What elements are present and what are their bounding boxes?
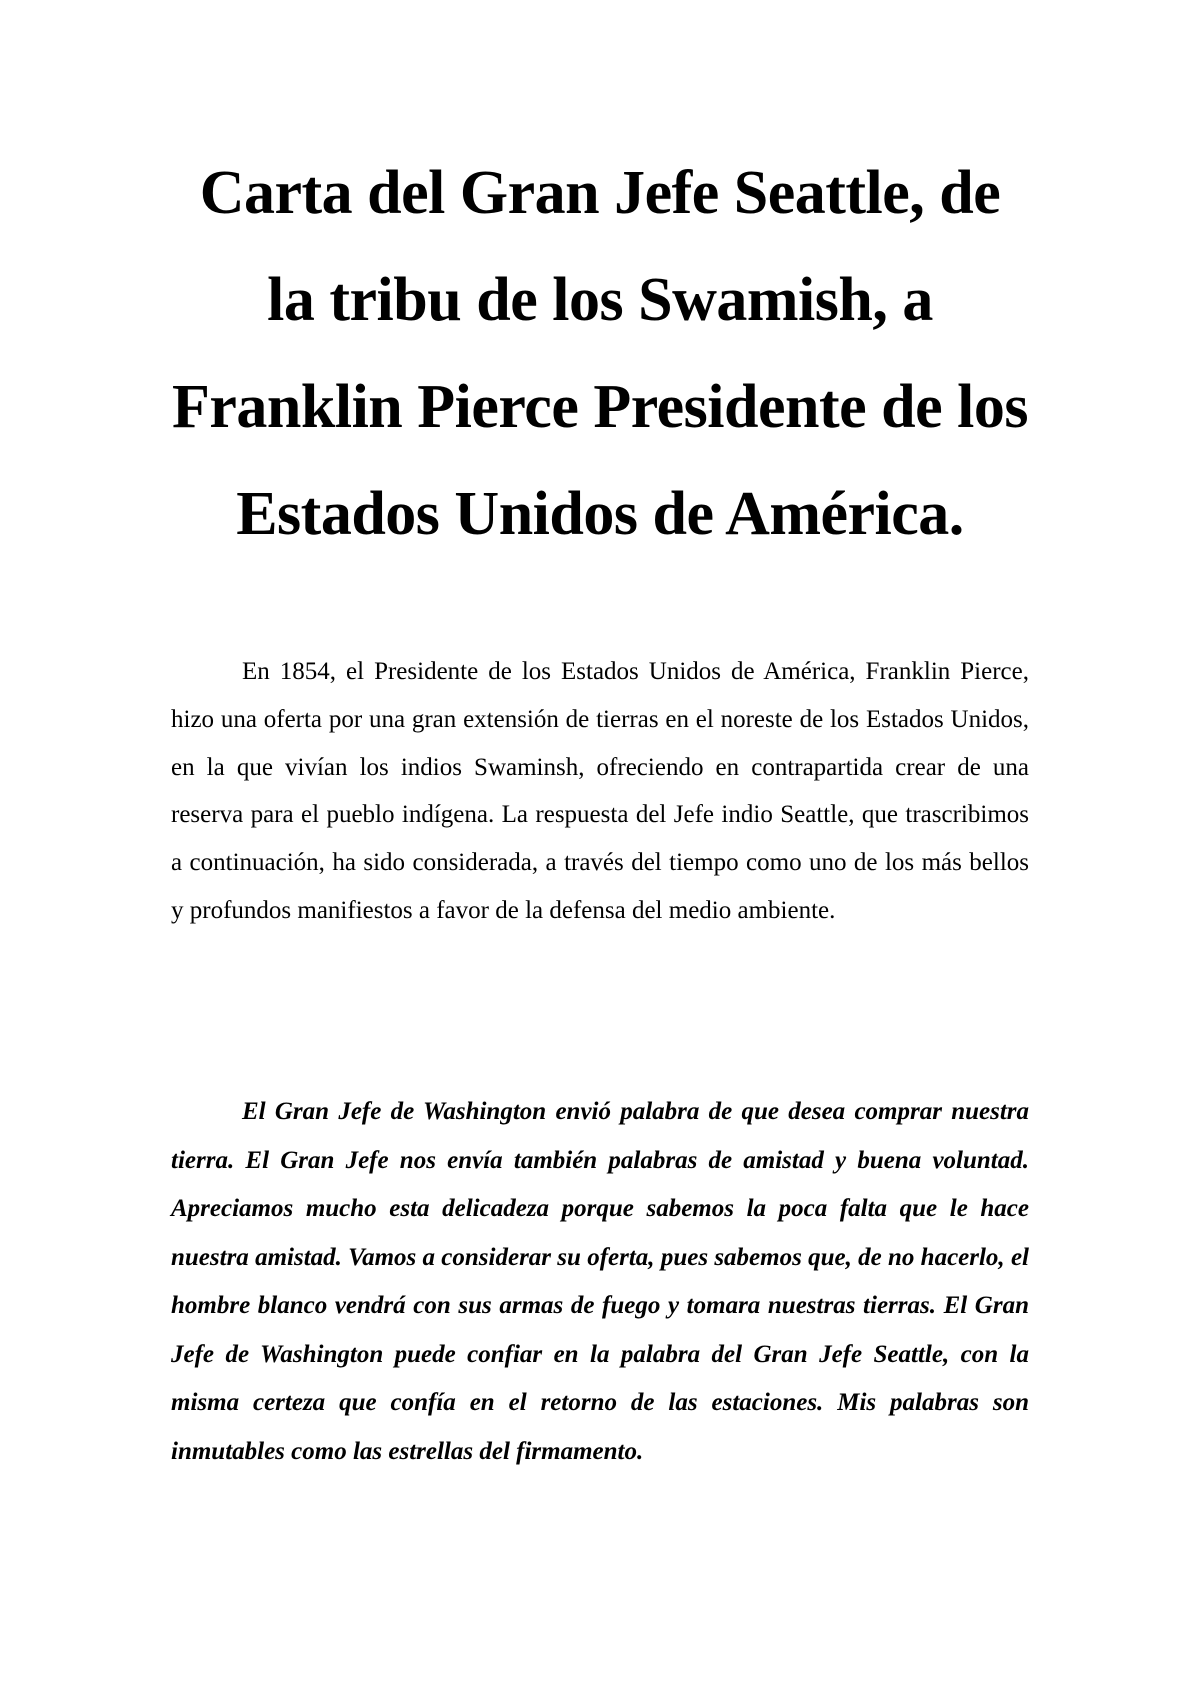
- intro-paragraph: En 1854, el Presidente de los Estados Unidos de América, Franklin Pierce, hizo una oferta por una gran extensión de tierras en el noreste de los Estados Unidos, en la que vivían los indios Swaminsh, ofreciendo en contrapartida crear de una reserva para el pueblo indígena. La respuesta del Jefe indio Seattle, que trascribimos a continuación, ha sido considerada, a través del tiempo como uno de los más bellos y profundos manifiestos a favor de la defensa del medio ambiente.: [171, 658, 1029, 924]
- title-line-2: la tribu de los Swamish, a: [267, 266, 933, 334]
- title-line-4: Estados Unidos de América.: [236, 480, 964, 548]
- title-line-1: Carta del Gran Jefe Seattle, de: [199, 159, 1001, 227]
- letter-paragraph: El Gran Jefe de Washington envió palabra de que desea comprar nuestra tierra. El Gran Jefe nos envía también palabras de amistad y buena voluntad. Apreciamos mucho esta delicadeza porque sabemos la poca falta que le hace nuestra amistad. Vamos a considerar su oferta, pues sabemos que, de no hacerlo, el hombre blanco vendrá con sus armas de fuego y tomara nuestras tierras. El Gran Jefe de Washington puede confiar en la palabra del Gran Jefe Seattle, con la misma certeza que confía en el retorno de las estaciones. Mis palabras son inmutables como las estrellas del firmamento.: [171, 1098, 1029, 1465]
- title-line-3: Franklin Pierce Presidente de los: [172, 373, 1028, 441]
- document-title: [140, 140, 1060, 568]
